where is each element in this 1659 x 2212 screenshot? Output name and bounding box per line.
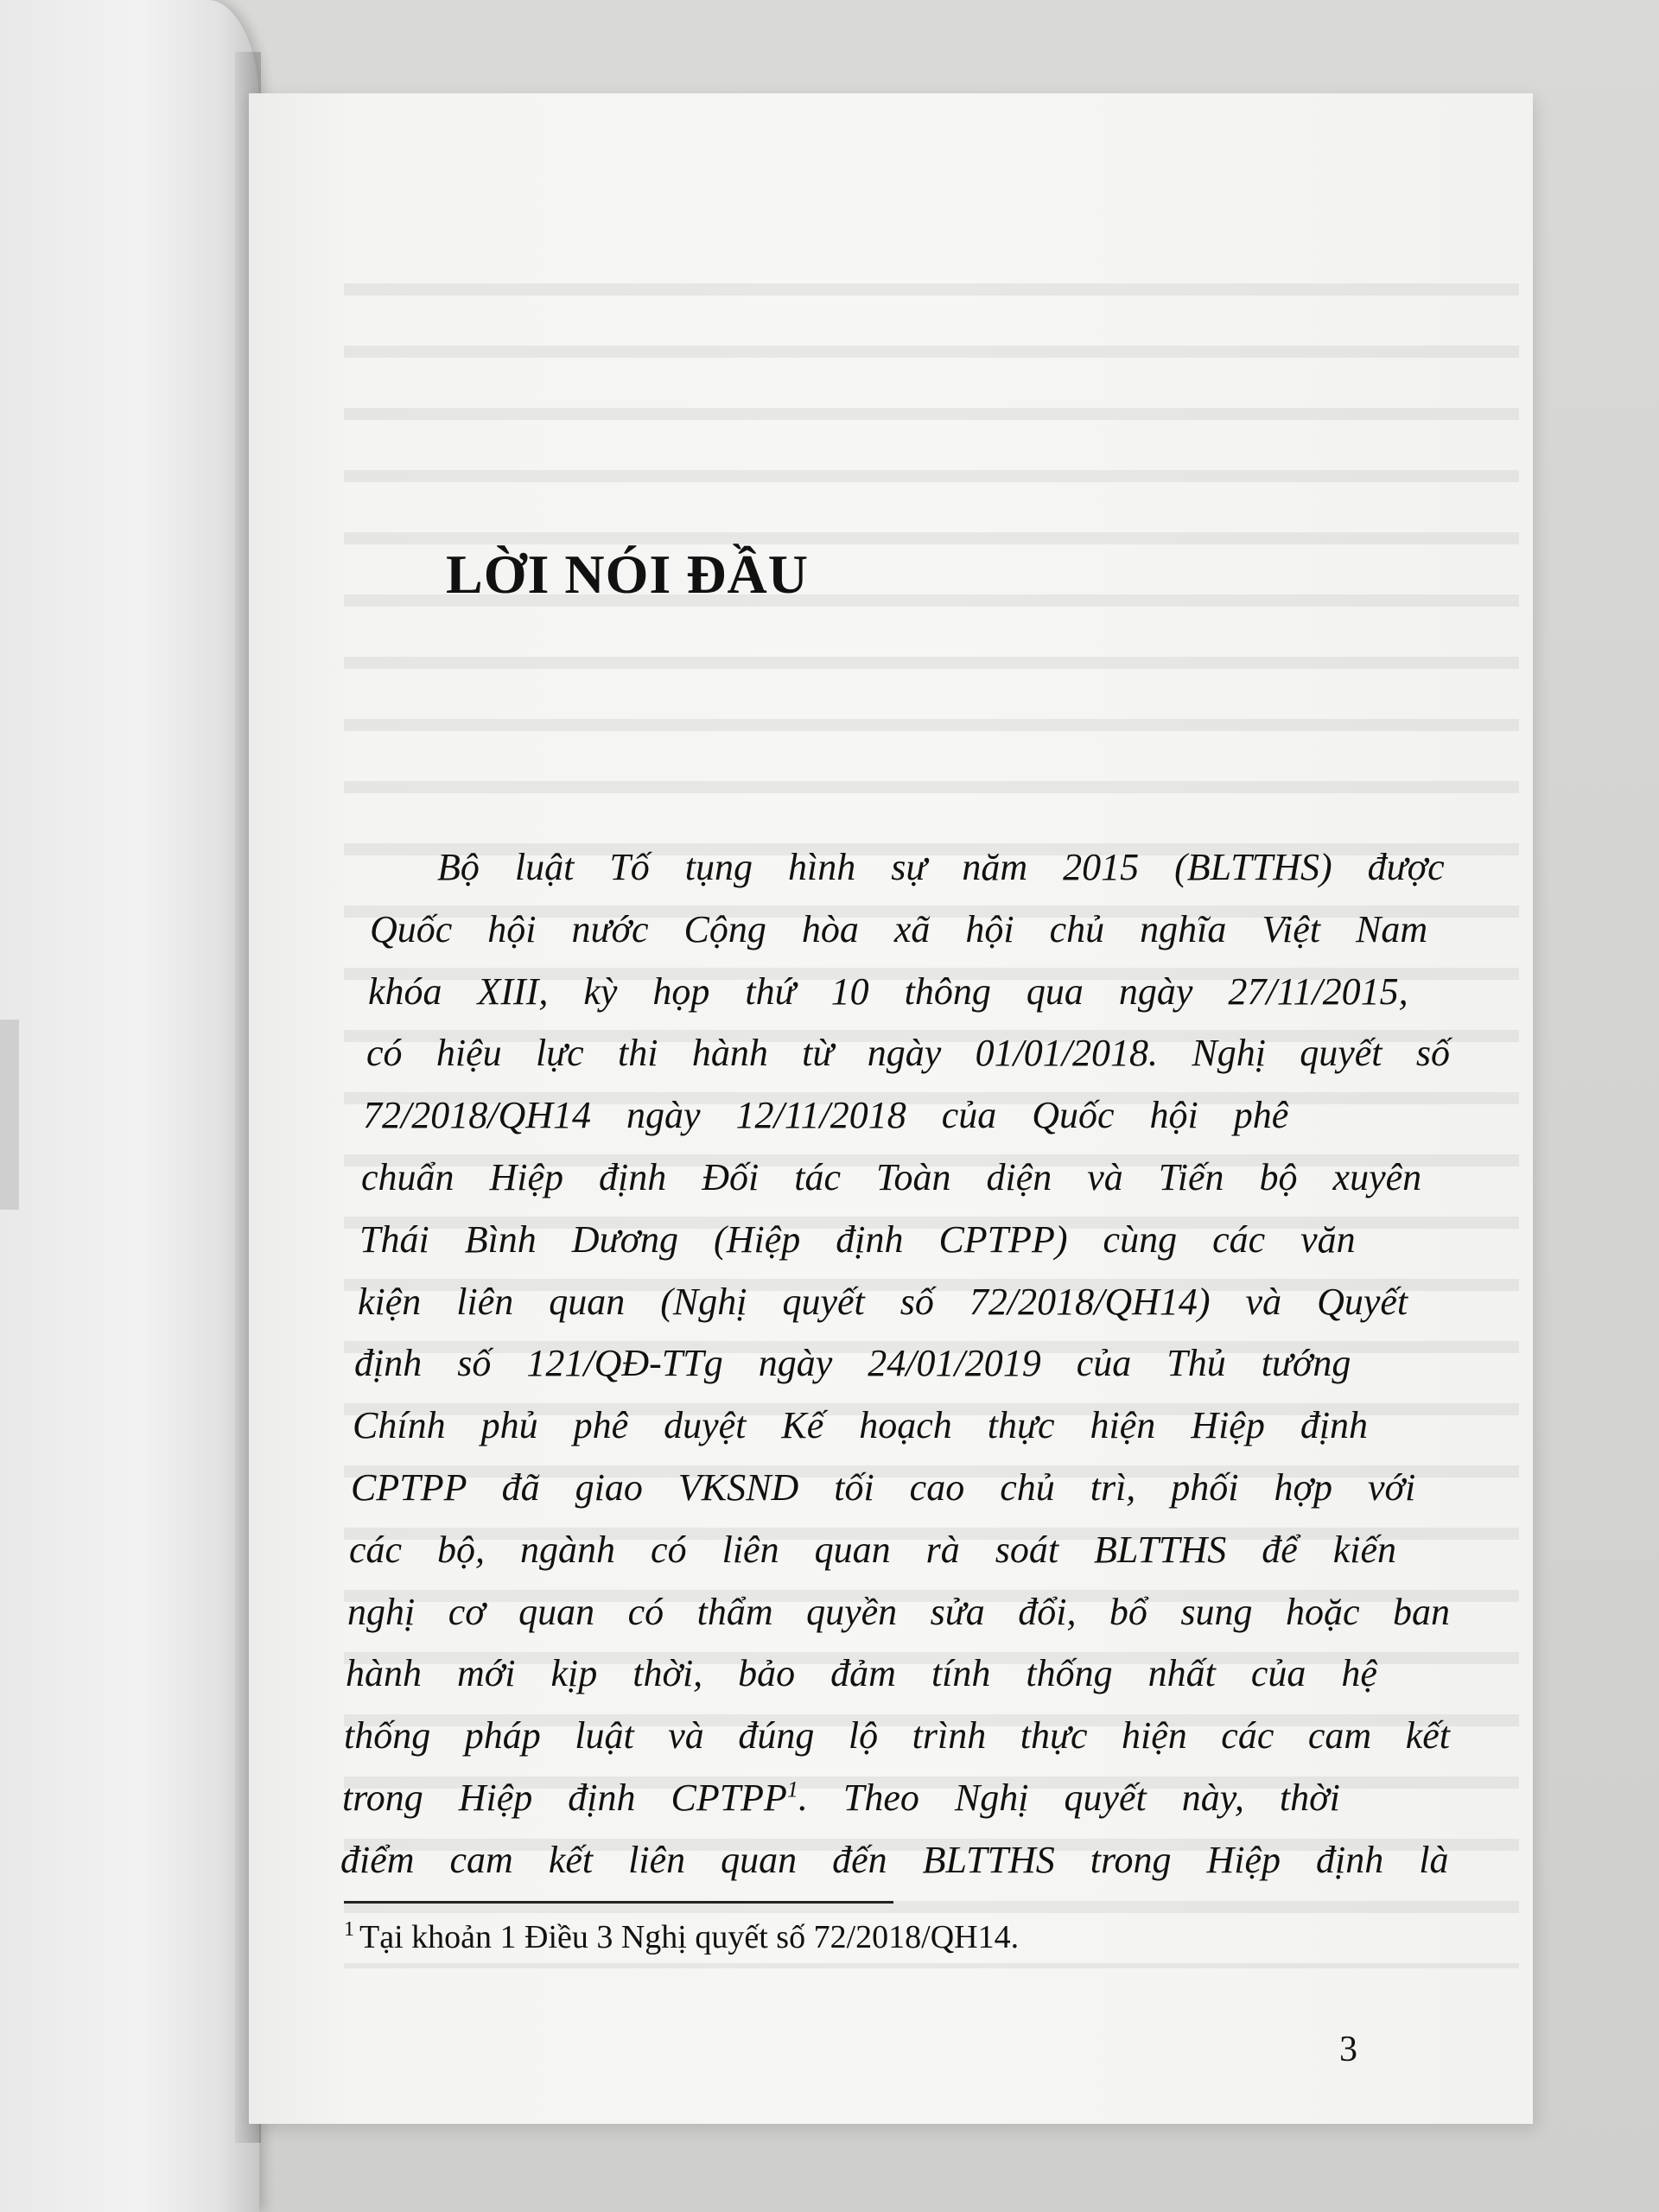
paragraph-line: kiện liên quan (Nghị quyết số 72/2018/QH14) và Quyết [358,1280,1408,1323]
footnote-text: Tại khoản 1 Điều 3 Nghị quyết số 72/2018/QH14. [359,1919,1020,1955]
book-page [249,93,1533,2124]
paragraph-line: điểm cam kết liên quan đến BLTTHS trong Hiệp định là [340,1838,1449,1881]
paragraph-line: thống pháp luật và đúng lộ trình thực hiện các cam kết [344,1714,1450,1758]
paragraph-line: định số 121/QĐ-TTg ngày 24/01/2019 của Thủ tướng [354,1342,1351,1385]
paragraph-line: hành mới kịp thời, bảo đảm tính thống nhất của hệ [346,1652,1377,1695]
paragraph-line-part: . Theo Nghị quyết này, thời [798,1776,1340,1819]
paragraph-line: khóa XIII, kỳ họp thứ 10 thông qua ngày 27/11/2015, [368,969,1408,1013]
paragraph-line [342,1767,1623,1829]
paragraph-line: chuẩn Hiệp định Đối tác Toàn diện và Tiến bộ xuyên [361,1155,1422,1198]
page-number: 3 [1339,2030,1357,2069]
paragraph-line: Bộ luật Tố tụng hình sự năm 2015 (BLTTHS) được [437,846,1445,888]
paragraph-line: 72/2018/QH14 ngày 12/11/2018 của Quốc hội phê [363,1094,1289,1137]
paragraph-line: Quốc hội nước Cộng hòa xã hội chủ nghĩa Việt Nam [370,907,1428,950]
body-paragraph [340,836,1623,1891]
paragraph-line: các bộ, ngành có liên quan rà soát BLTTHS để kiến [349,1528,1397,1571]
paragraph-line-part: trong Hiệp định CPTPP [342,1776,787,1819]
paragraph-line: có hiệu lực thi hành từ ngày 01/01/2018. Nghị quyết số [366,1032,1450,1075]
footnote-number: 1 [344,1918,354,1942]
paragraph-line: nghị cơ quan có thẩm quyền sửa đổi, bổ sung hoặc ban [347,1590,1450,1633]
footnote [344,1918,1019,1956]
left-page-edge [0,0,259,2212]
left-page-ghost-block [0,1020,19,1210]
page-title: LỜI NÓI ĐẦU [446,543,809,605]
footnote-reference[interactable]: 1 [786,1777,798,1802]
paragraph-line: Thái Bình Dương (Hiệp định CPTPP) cùng các văn [359,1217,1356,1261]
paragraph-line: Chính phủ phê duyệt Kế hoạch thực hiện Hiệp định [353,1404,1369,1447]
footnote-divider [344,1901,893,1904]
paragraph-line: CPTPP đã giao VKSND tối cao chủ trì, phối hợp với [351,1465,1416,1509]
